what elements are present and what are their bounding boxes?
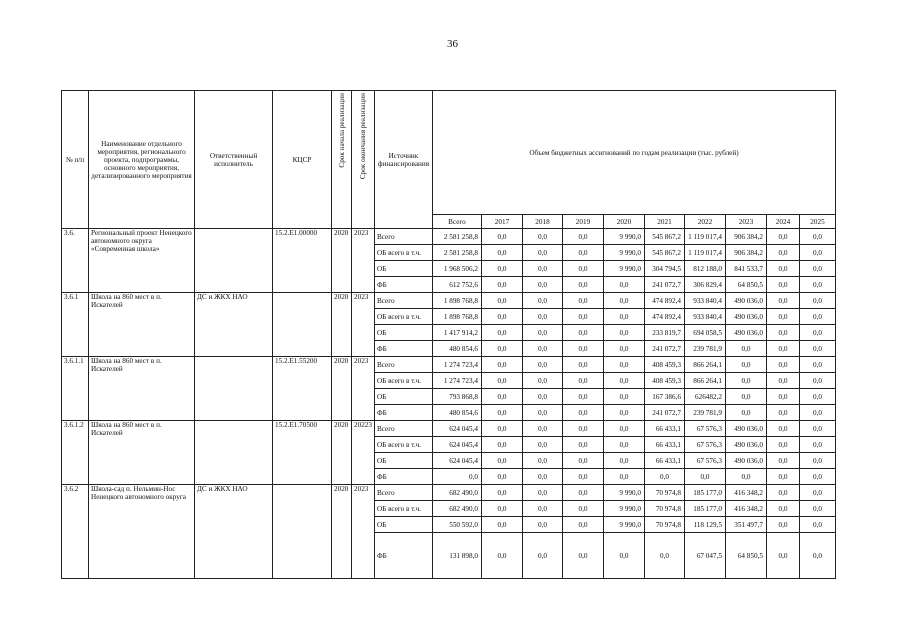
amount-cell: 0,0 [603, 453, 644, 469]
amount-cell: 233 819,7 [644, 325, 684, 341]
amount-cell: 0,0 [562, 453, 603, 469]
funding-source: ОБ [374, 389, 432, 405]
header-start-label: Срок начала реализации [337, 93, 346, 168]
amount-cell: 624 045,4 [432, 421, 481, 437]
amount-cell: 0,0 [799, 341, 835, 357]
amount-cell: 624 045,4 [432, 437, 481, 453]
amount-cell: 0,0 [481, 293, 522, 309]
amount-cell: 1 119 017,4 [684, 229, 725, 245]
amount-cell: 9 990,0 [603, 229, 644, 245]
item-end-year: 2023 [352, 357, 375, 421]
item-start-year: 2020 [332, 357, 352, 421]
amount-cell: 0,0 [725, 389, 766, 405]
amount-cell: 933 840,4 [684, 309, 725, 325]
amount-cell: 0,0 [766, 293, 799, 309]
amount-cell: 866 264,1 [684, 357, 725, 373]
year-header-cell: 2018 [522, 215, 562, 229]
table-row [62, 357, 836, 373]
amount-cell: 0,0 [481, 453, 522, 469]
amount-cell: 0,0 [766, 469, 799, 485]
item-start-year: 2020 [332, 293, 352, 357]
year-header-cell: 2019 [562, 215, 603, 229]
amount-cell: 67 576,3 [684, 437, 725, 453]
item-end-year: 2023 [352, 293, 375, 357]
amount-cell: 550 592,0 [432, 517, 481, 533]
amount-cell: 0,0 [799, 229, 835, 245]
amount-cell: 0,0 [799, 277, 835, 293]
amount-cell: 9 990,0 [603, 245, 644, 261]
amount-cell: 0,0 [766, 309, 799, 325]
amount-cell: 0,0 [562, 325, 603, 341]
amount-cell: 0,0 [766, 437, 799, 453]
item-name: Школа на 860 мест в п. Искателей [89, 421, 195, 485]
amount-cell: 64 850,5 [725, 277, 766, 293]
amount-cell: 239 781,9 [684, 405, 725, 421]
header-volume: Объем бюджетных ассигнований по годам реализации (тыс. рублей) [432, 91, 835, 215]
amount-cell: 906 384,2 [725, 245, 766, 261]
amount-cell: 490 036,0 [725, 453, 766, 469]
amount-cell: 0,0 [481, 469, 522, 485]
amount-cell: 0,0 [522, 277, 562, 293]
amount-cell: 0,0 [799, 405, 835, 421]
page-number: 36 [447, 38, 458, 50]
amount-cell: 0,0 [522, 293, 562, 309]
amount-cell: 0,0 [522, 389, 562, 405]
amount-cell: 0,0 [522, 261, 562, 277]
amount-cell: 0,0 [562, 229, 603, 245]
amount-cell: 490 036,0 [725, 421, 766, 437]
amount-cell: 1 898 768,8 [432, 309, 481, 325]
amount-cell: 490 036,0 [725, 437, 766, 453]
amount-cell: 0,0 [562, 293, 603, 309]
amount-cell: 0,0 [481, 517, 522, 533]
item-number: 3.6.1.2 [62, 421, 89, 485]
amount-cell: 0,0 [766, 245, 799, 261]
funding-source: ФБ [374, 405, 432, 421]
header-end [352, 91, 375, 229]
amount-cell: 0,0 [766, 229, 799, 245]
amount-cell: 866 264,1 [684, 373, 725, 389]
funding-source: ОБ [374, 517, 432, 533]
amount-cell: 0,0 [799, 357, 835, 373]
amount-cell: 545 867,2 [644, 229, 684, 245]
amount-cell: 0,0 [603, 533, 644, 579]
table-row [62, 293, 836, 309]
amount-cell: 0,0 [603, 437, 644, 453]
amount-cell: 0,0 [603, 341, 644, 357]
amount-cell: 0,0 [522, 453, 562, 469]
amount-cell: 0,0 [481, 245, 522, 261]
amount-cell: 0,0 [766, 533, 799, 579]
amount-cell: 0,0 [725, 357, 766, 373]
amount-cell: 0,0 [481, 277, 522, 293]
item-number: 3.6.1 [62, 293, 89, 357]
amount-cell: 0,0 [562, 517, 603, 533]
amount-cell: 0,0 [799, 389, 835, 405]
amount-cell: 2 581 258,8 [432, 229, 481, 245]
item-name: Школа на 860 мест в п. Искателей [89, 357, 195, 421]
amount-cell: 0,0 [799, 485, 835, 501]
amount-cell: 0,0 [725, 469, 766, 485]
funding-source: ОБ всего в т.ч. [374, 309, 432, 325]
amount-cell: 0,0 [562, 533, 603, 579]
amount-cell: 0,0 [481, 261, 522, 277]
amount-cell: 1 417 914,2 [432, 325, 481, 341]
amount-cell: 0,0 [766, 405, 799, 421]
amount-cell: 0,0 [522, 357, 562, 373]
amount-cell: 0,0 [522, 405, 562, 421]
amount-cell: 0,0 [522, 341, 562, 357]
item-kcsr [273, 485, 332, 579]
year-header-cell: 2024 [766, 215, 799, 229]
item-start-year: 2020 [332, 485, 352, 579]
amount-cell: 67 576,3 [684, 421, 725, 437]
amount-cell: 0,0 [562, 389, 603, 405]
amount-cell: 0,0 [481, 405, 522, 421]
amount-cell: 0,0 [799, 437, 835, 453]
amount-cell: 682 490,0 [432, 485, 481, 501]
header-executor: Ответственный исполнитель [195, 91, 273, 229]
amount-cell: 0,0 [522, 421, 562, 437]
amount-cell: 9 990,0 [603, 261, 644, 277]
amount-cell: 0,0 [766, 357, 799, 373]
amount-cell: 0,0 [799, 453, 835, 469]
amount-cell: 0,0 [766, 517, 799, 533]
header-name: Наименование отдельного мероприятия, регионального проекта, подпрограммы, основного мероприятия, детализированного мероприятия [89, 91, 195, 229]
amount-cell: 67 576,3 [684, 453, 725, 469]
amount-cell: 0,0 [766, 453, 799, 469]
item-number: 3.6. [62, 229, 89, 293]
header-end-label: Срок окончания реализации [358, 93, 367, 180]
amount-cell: 1 119 017,4 [684, 245, 725, 261]
amount-cell: 0,0 [603, 405, 644, 421]
amount-cell: 0,0 [603, 309, 644, 325]
amount-cell: 0,0 [481, 309, 522, 325]
amount-cell: 0,0 [766, 261, 799, 277]
amount-cell: 490 036,0 [725, 325, 766, 341]
funding-source: ОБ всего в т.ч. [374, 245, 432, 261]
amount-cell: 408 459,3 [644, 357, 684, 373]
year-header-cell: Всего [432, 215, 481, 229]
amount-cell: 0,0 [562, 469, 603, 485]
amount-cell: 0,0 [799, 245, 835, 261]
amount-cell: 0,0 [481, 437, 522, 453]
funding-source: ОБ [374, 261, 432, 277]
amount-cell: 9 990,0 [603, 517, 644, 533]
amount-cell: 0,0 [562, 309, 603, 325]
funding-source: Всего [374, 421, 432, 437]
amount-cell: 0,0 [562, 421, 603, 437]
amount-cell: 0,0 [522, 229, 562, 245]
amount-cell: 480 854,6 [432, 405, 481, 421]
amount-cell: 624 045,4 [432, 453, 481, 469]
header-row [62, 91, 836, 215]
item-end-year: 2023 [352, 229, 375, 293]
amount-cell: 0,0 [522, 501, 562, 517]
amount-cell: 0,0 [522, 469, 562, 485]
amount-cell: 0,0 [799, 517, 835, 533]
amount-cell: 490 036,0 [725, 309, 766, 325]
amount-cell: 0,0 [603, 469, 644, 485]
amount-cell: 9 990,0 [603, 485, 644, 501]
amount-cell: 0,0 [684, 469, 725, 485]
amount-cell: 0,0 [481, 533, 522, 579]
amount-cell: 812 188,0 [684, 261, 725, 277]
year-header-cell: 2021 [644, 215, 684, 229]
amount-cell: 0,0 [766, 389, 799, 405]
amount-cell: 0,0 [522, 533, 562, 579]
amount-cell: 0,0 [799, 373, 835, 389]
amount-cell: 66 433,1 [644, 421, 684, 437]
item-kcsr: 15.2.Е1.70500 [273, 421, 332, 485]
amount-cell: 9 990,0 [603, 501, 644, 517]
amount-cell: 906 384,2 [725, 229, 766, 245]
amount-cell: 0,0 [799, 533, 835, 579]
amount-cell: 0,0 [562, 277, 603, 293]
funding-source: ФБ [374, 277, 432, 293]
amount-cell: 0,0 [644, 469, 684, 485]
amount-cell: 793 868,8 [432, 389, 481, 405]
amount-cell: 0,0 [725, 373, 766, 389]
amount-cell: 474 892,4 [644, 309, 684, 325]
amount-cell: 0,0 [481, 341, 522, 357]
item-kcsr: 15.2.Е1.00000 [273, 229, 332, 293]
item-start-year: 2020 [332, 421, 352, 485]
amount-cell: 416 348,2 [725, 485, 766, 501]
funding-source: Всего [374, 485, 432, 501]
item-executor: ДС и ЖКХ НАО [195, 293, 273, 357]
amount-cell: 0,0 [481, 389, 522, 405]
amount-cell: 167 386,6 [644, 389, 684, 405]
amount-cell: 0,0 [799, 261, 835, 277]
amount-cell: 0,0 [799, 309, 835, 325]
amount-cell: 0,0 [766, 485, 799, 501]
amount-cell: 0,0 [481, 485, 522, 501]
amount-cell: 306 829,4 [684, 277, 725, 293]
table-row [62, 485, 836, 501]
funding-source: Всего [374, 229, 432, 245]
amount-cell: 70 974,8 [644, 517, 684, 533]
funding-source: ОБ [374, 453, 432, 469]
amount-cell: 0,0 [562, 405, 603, 421]
amount-cell: 185 177,0 [684, 485, 725, 501]
item-name: Школа на 860 мест в п. Искателей [89, 293, 195, 357]
funding-source: Всего [374, 357, 432, 373]
amount-cell: 1 274 723,4 [432, 357, 481, 373]
amount-cell: 0,0 [522, 485, 562, 501]
amount-cell: 131 898,0 [432, 533, 481, 579]
amount-cell: 239 781,9 [684, 341, 725, 357]
amount-cell: 0,0 [766, 501, 799, 517]
amount-cell: 0,0 [432, 469, 481, 485]
amount-cell: 0,0 [603, 373, 644, 389]
amount-cell: 0,0 [603, 277, 644, 293]
year-header-cell: 2020 [603, 215, 644, 229]
amount-cell: 0,0 [562, 357, 603, 373]
funding-source: ОБ всего в т.ч. [374, 501, 432, 517]
amount-cell: 694 058,5 [684, 325, 725, 341]
funding-source: ОБ [374, 325, 432, 341]
amount-cell: 0,0 [725, 341, 766, 357]
item-executor [195, 357, 273, 421]
header-kcsr: КЦСР [273, 91, 332, 229]
year-header-cell: 2017 [481, 215, 522, 229]
amount-cell: 0,0 [562, 245, 603, 261]
amount-cell: 0,0 [799, 325, 835, 341]
item-executor: ДС и ЖКХ НАО [195, 485, 273, 579]
amount-cell: 0,0 [766, 373, 799, 389]
amount-cell: 0,0 [603, 357, 644, 373]
amount-cell: 2 581 258,8 [432, 245, 481, 261]
item-end-year: 20223 [352, 421, 375, 485]
funding-source: ОБ всего в т.ч. [374, 437, 432, 453]
amount-cell: 0,0 [562, 485, 603, 501]
item-name: Региональный проект Ненецкого автономного округа «Современная школа» [89, 229, 195, 293]
amount-cell: 480 854,6 [432, 341, 481, 357]
amount-cell: 0,0 [799, 469, 835, 485]
amount-cell: 1 274 723,4 [432, 373, 481, 389]
amount-cell: 0,0 [522, 437, 562, 453]
amount-cell: 241 072,7 [644, 341, 684, 357]
amount-cell: 0,0 [481, 357, 522, 373]
amount-cell: 0,0 [725, 405, 766, 421]
year-header-cell: 2023 [725, 215, 766, 229]
amount-cell: 351 497,7 [725, 517, 766, 533]
amount-cell: 0,0 [562, 261, 603, 277]
amount-cell: 474 892,4 [644, 293, 684, 309]
amount-cell: 490 036,0 [725, 293, 766, 309]
table-row [62, 229, 836, 245]
amount-cell: 304 794,5 [644, 261, 684, 277]
amount-cell: 0,0 [603, 389, 644, 405]
item-kcsr [273, 293, 332, 357]
amount-cell: 0,0 [766, 341, 799, 357]
amount-cell: 408 459,3 [644, 373, 684, 389]
amount-cell: 933 840,4 [684, 293, 725, 309]
amount-cell: 0,0 [766, 421, 799, 437]
amount-cell: 64 850,5 [725, 533, 766, 579]
amount-cell: 0,0 [799, 501, 835, 517]
amount-cell: 70 974,8 [644, 501, 684, 517]
item-executor [195, 421, 273, 485]
header-source: Источник финансирования [374, 91, 432, 229]
amount-cell: 0,0 [522, 309, 562, 325]
funding-source: ОБ всего в т.ч. [374, 373, 432, 389]
amount-cell: 70 974,8 [644, 485, 684, 501]
amount-cell: 1 968 506,2 [432, 261, 481, 277]
amount-cell: 0,0 [481, 229, 522, 245]
amount-cell: 0,0 [522, 325, 562, 341]
funding-source: ФБ [374, 469, 432, 485]
item-end-year: 2023 [352, 485, 375, 579]
amount-cell: 545 867,2 [644, 245, 684, 261]
amount-cell: 0,0 [481, 373, 522, 389]
amount-cell: 185 177,0 [684, 501, 725, 517]
amount-cell: 0,0 [644, 533, 684, 579]
amount-cell: 0,0 [481, 421, 522, 437]
amount-cell: 0,0 [603, 325, 644, 341]
amount-cell: 612 752,6 [432, 277, 481, 293]
amount-cell: 118 129,5 [684, 517, 725, 533]
header-start [332, 91, 352, 229]
amount-cell: 0,0 [522, 245, 562, 261]
year-header-cell: 2025 [799, 215, 835, 229]
amount-cell: 0,0 [481, 501, 522, 517]
funding-source: ФБ [374, 533, 432, 579]
item-executor [195, 229, 273, 293]
item-name: Школа-сад п. Нельмин-Нос Ненецкого автономного округа [89, 485, 195, 579]
table-row [62, 421, 836, 437]
amount-cell: 0,0 [603, 421, 644, 437]
amount-cell: 0,0 [562, 341, 603, 357]
item-number: 3.6.2 [62, 485, 89, 579]
item-start-year: 2020 [332, 229, 352, 293]
amount-cell: 0,0 [603, 293, 644, 309]
budget-table [61, 90, 836, 579]
amount-cell: 0,0 [522, 373, 562, 389]
header-num: № п/п [62, 91, 89, 229]
amount-cell: 1 898 768,8 [432, 293, 481, 309]
funding-source: Всего [374, 293, 432, 309]
amount-cell: 0,0 [766, 325, 799, 341]
amount-cell: 66 433,1 [644, 453, 684, 469]
amount-cell: 0,0 [799, 293, 835, 309]
item-kcsr: 15.2.Е1.55200 [273, 357, 332, 421]
amount-cell: 416 348,2 [725, 501, 766, 517]
amount-cell: 626482,2 [684, 389, 725, 405]
item-number: 3.6.1.1 [62, 357, 89, 421]
funding-source: ФБ [374, 341, 432, 357]
amount-cell: 0,0 [562, 373, 603, 389]
amount-cell: 0,0 [562, 437, 603, 453]
amount-cell: 0,0 [522, 517, 562, 533]
amount-cell: 0,0 [766, 277, 799, 293]
amount-cell: 66 433,1 [644, 437, 684, 453]
amount-cell: 841 533,7 [725, 261, 766, 277]
amount-cell: 0,0 [562, 501, 603, 517]
amount-cell: 0,0 [799, 421, 835, 437]
amount-cell: 0,0 [481, 325, 522, 341]
amount-cell: 682 490,0 [432, 501, 481, 517]
year-header-cell: 2022 [684, 215, 725, 229]
amount-cell: 241 072,7 [644, 277, 684, 293]
amount-cell: 241 072,7 [644, 405, 684, 421]
amount-cell: 67 047,5 [684, 533, 725, 579]
